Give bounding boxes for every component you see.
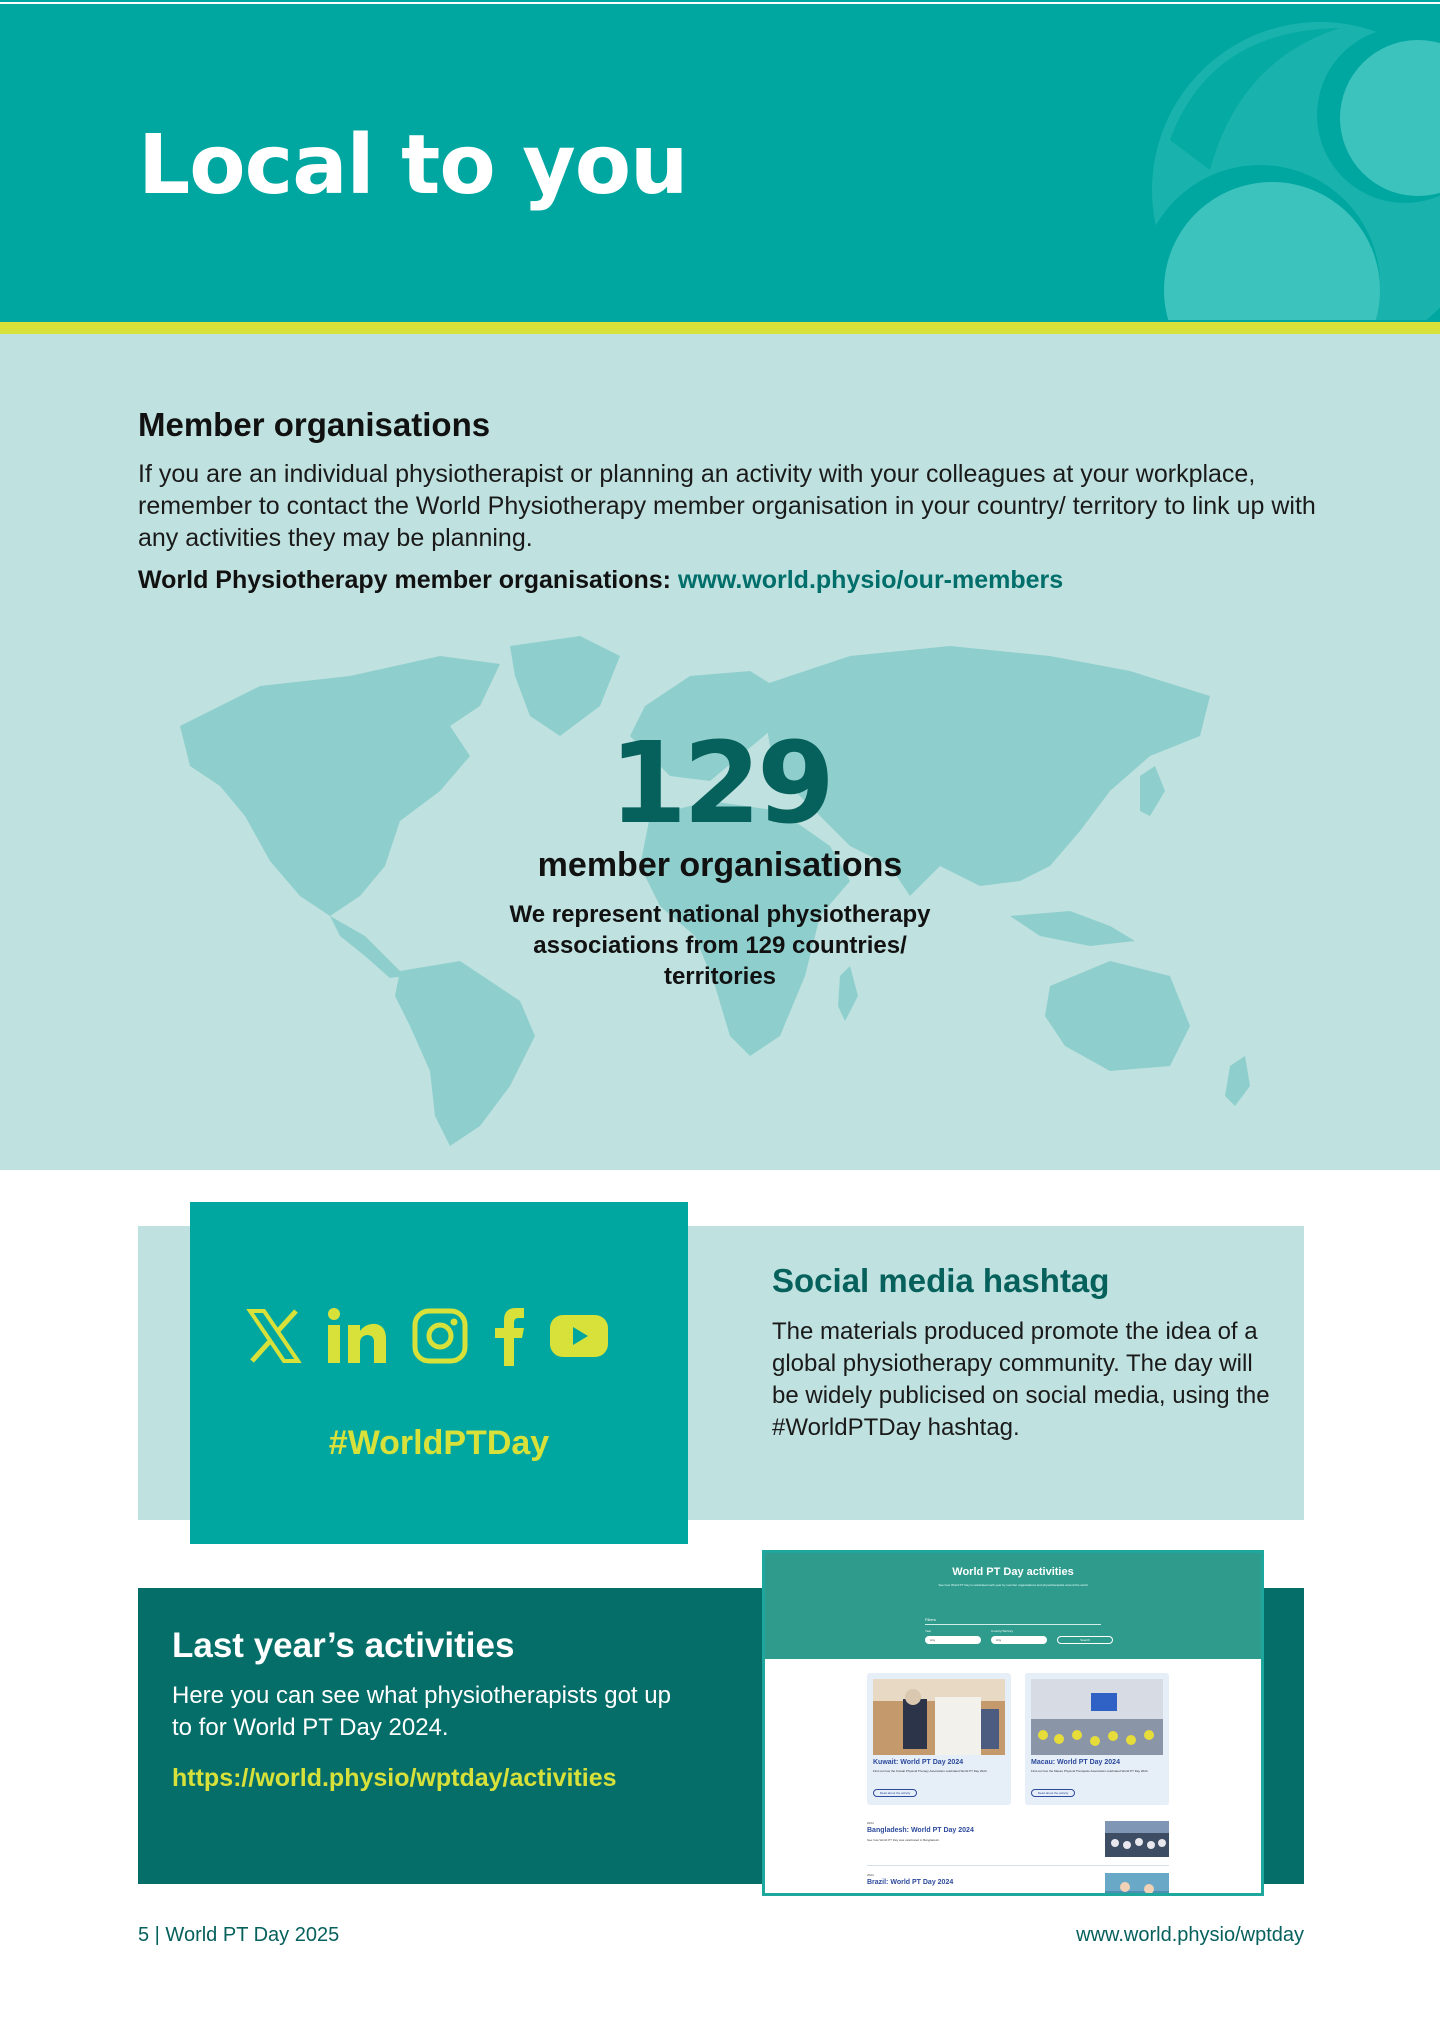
screenshot-filters-label: Filters (925, 1617, 936, 1622)
screenshot-country-label: Country/Territory (991, 1629, 1014, 1633)
screenshot-title: World PT Day activities (952, 1566, 1074, 1578)
screenshot-year-label: Year (925, 1629, 932, 1633)
footer-url[interactable]: www.world.physio/wptday (1076, 1924, 1304, 1946)
card-text: Find out how the Macau Physical Therapists Association celebrated World PT Day 2024. (1031, 1769, 1149, 1773)
facebook-icon[interactable] (492, 1306, 526, 1366)
activities-body: Here you can see what physiotherapists got up to for World PT Day 2024. (172, 1682, 671, 1741)
activity-card[interactable] (1025, 1673, 1169, 1805)
row-year: 2024 (867, 1821, 874, 1825)
card-text: Find out how the Kuwait Physical Therapy Association celebrated World PT Day 2024. (873, 1769, 988, 1773)
row-divider (867, 1865, 1169, 1866)
linkedin-icon[interactable] (326, 1307, 388, 1365)
row-text: See how World PT Day was celebrated in Bangladesh. (867, 1838, 940, 1842)
screenshot-country-select[interactable]: Any (991, 1636, 1047, 1644)
social-body: The materials produced promote the idea of a global physiotherapy community. The day will be widely publicised on social media, using the #WorldPTDay hashtag. (772, 1318, 1270, 1441)
read-activity-button[interactable]: Read about the activity (873, 1789, 917, 1797)
read-activity-button[interactable]: Read about the activity (1031, 1789, 1075, 1797)
stat-number: 129 (609, 719, 831, 849)
kuwait-photo (873, 1679, 1005, 1755)
activity-card[interactable] (867, 1673, 1011, 1805)
stat-label: member organisations (537, 846, 903, 884)
member-link[interactable]: www.world.physio/our-members (677, 566, 1064, 594)
screenshot-banner (765, 1553, 1261, 1659)
screenshot-filters-divider (925, 1624, 1101, 1625)
row-year: 2024 (867, 1873, 874, 1877)
bangladesh-thumbnail (1105, 1821, 1169, 1857)
member-link-line (138, 566, 1063, 595)
stat-description: We represent national physiotherapy associations from 129 countries/ territories (509, 901, 931, 990)
member-link-label: World Physiotherapy member organisations: (138, 566, 671, 594)
page-footer-label: 5 | World PT Day 2025 (138, 1924, 340, 1946)
brazil-thumbnail (1105, 1873, 1169, 1896)
row-title: Brazil: World PT Day 2024 (867, 1879, 954, 1886)
hashtag-text: #WorldPTDay (328, 1424, 550, 1462)
card-title: Macau: World PT Day 2024 (1031, 1759, 1120, 1766)
activities-heading: Last year’s activities (172, 1626, 515, 1665)
member-organisations-section (0, 334, 1440, 1170)
activity-row[interactable] (867, 1873, 1169, 1896)
macau-photo (1031, 1679, 1163, 1755)
card-title: Kuwait: World PT Day 2024 (873, 1759, 964, 1766)
youtube-icon[interactable] (550, 1315, 608, 1357)
social-heading: Social media hashtag (772, 1262, 1110, 1299)
section-heading: Member organisations (138, 406, 491, 443)
page-header (0, 0, 1440, 322)
instagram-icon[interactable] (412, 1308, 468, 1364)
section-intro: If you are an individual physiotherapist or planning an activity with your colleagues at your workplace, remember to contact the World Physiotherapy member organisation in your country/ territory to link up with any activities they may be planning. (138, 460, 1316, 552)
header-top-line (0, 2, 1440, 4)
header-accent-stripe (0, 322, 1440, 334)
activities-link[interactable]: https://world.physio/wptday/activities (172, 1764, 617, 1792)
social-icons-row (246, 1306, 608, 1366)
activity-row[interactable] (867, 1821, 1169, 1861)
circle-motif-icon (1150, 20, 1440, 320)
row-title: Bangladesh: World PT Day 2024 (867, 1827, 974, 1834)
member-stat (420, 719, 1020, 992)
activities-page-screenshot (762, 1550, 1264, 1896)
screenshot-search-button[interactable]: Search (1057, 1636, 1113, 1644)
x-icon[interactable] (246, 1307, 302, 1365)
social-icons-card (190, 1202, 688, 1544)
social-text-block (772, 1262, 1272, 1444)
screenshot-year-select[interactable]: Any (925, 1636, 981, 1644)
screenshot-subtitle: See how World PT Day is celebrated each year by member organisations and physiotherapists around the world (938, 1583, 1088, 1587)
page-title: Local to you (138, 118, 688, 213)
